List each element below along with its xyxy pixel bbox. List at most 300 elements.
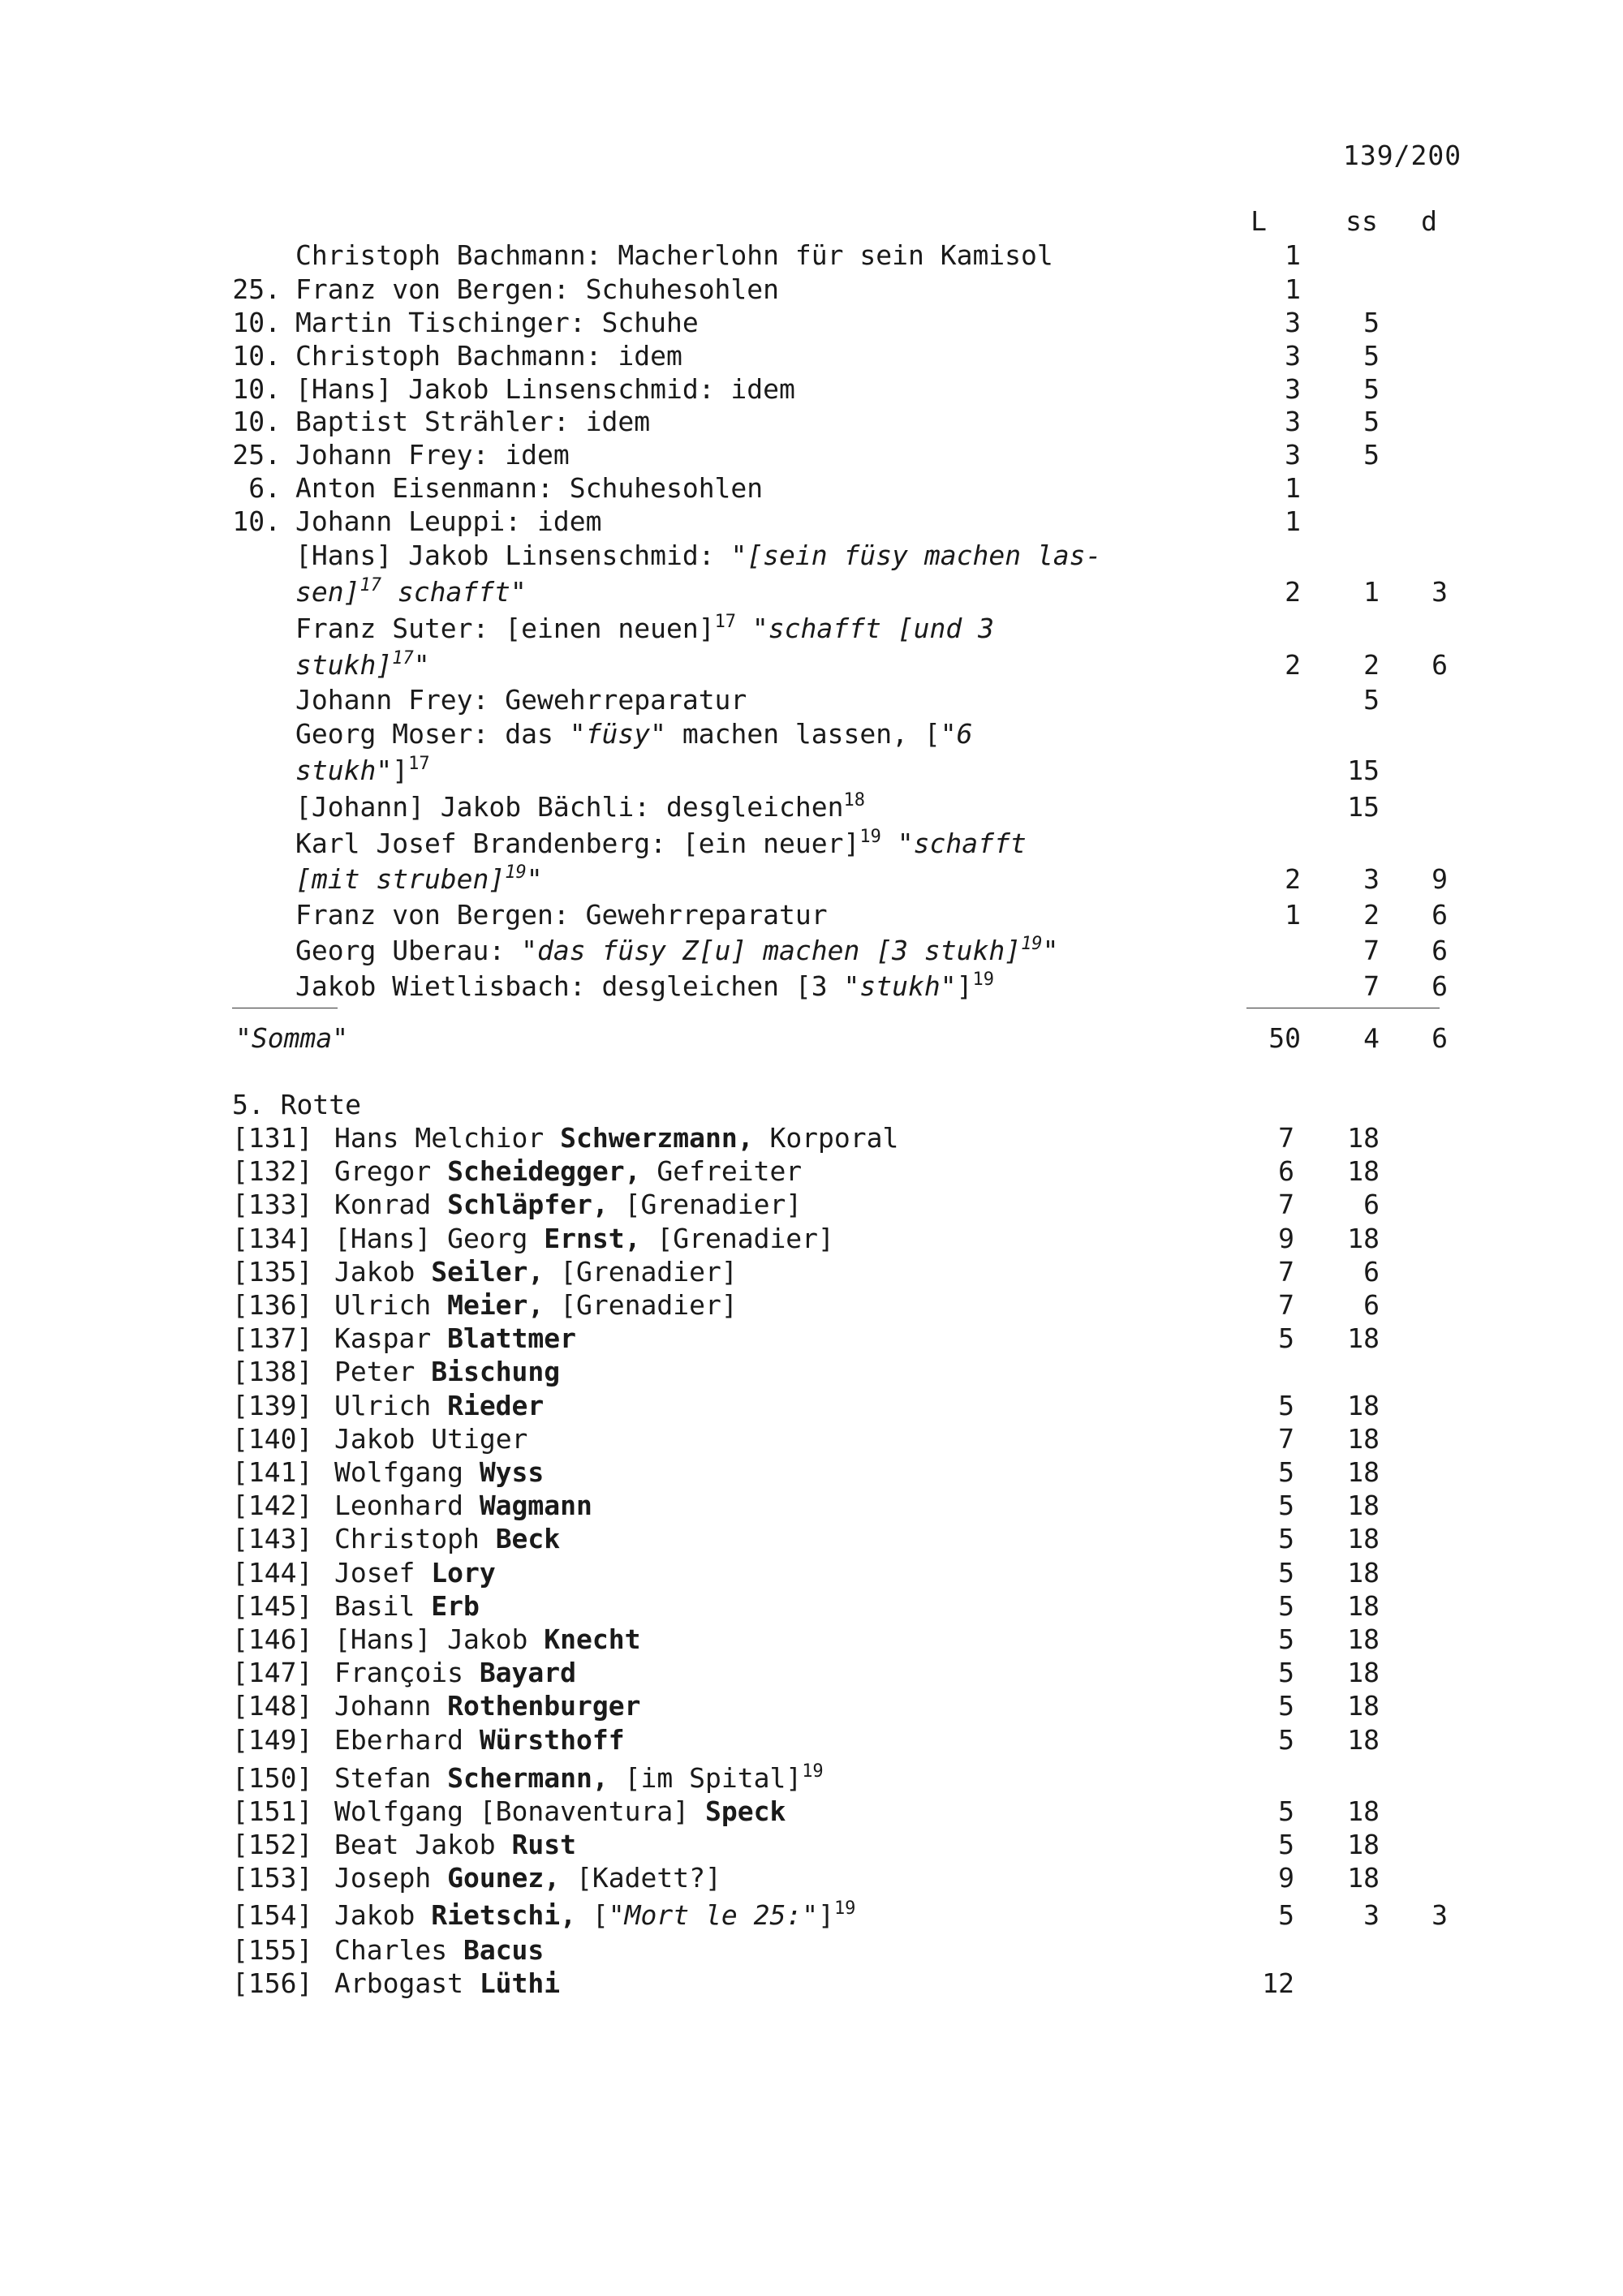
- roster-id: [155]: [232, 1934, 313, 1966]
- footnote-ref: 19: [833, 1898, 856, 1919]
- roster-l: 5: [1278, 1690, 1294, 1722]
- first-name: Ulrich: [334, 1390, 448, 1421]
- entry-text-part: ]: [392, 755, 409, 786]
- roster-ss: 18: [1347, 1557, 1380, 1589]
- last-name: Lory: [431, 1557, 496, 1589]
- roster-ss: 18: [1347, 1423, 1380, 1455]
- roster-l: 5: [1278, 1322, 1294, 1354]
- roster-row: [0, 1456, 1623, 1490]
- entry-d: 9: [1431, 863, 1448, 895]
- roster-id: [135]: [232, 1256, 313, 1288]
- entry-l: 1: [1285, 239, 1301, 271]
- roster-id: [142]: [232, 1490, 313, 1521]
- column-header-l: L: [1251, 205, 1267, 237]
- roster-name: [334, 1289, 738, 1321]
- entry-l: 1: [1285, 505, 1301, 537]
- entry-text-part: Christoph Bachmann: Macherlohn für sein Kamisol: [295, 239, 1053, 271]
- quoted-note: "Mort le 25:": [608, 1899, 819, 1931]
- entry-text: [295, 273, 779, 305]
- roster-id: [131]: [232, 1122, 313, 1154]
- entry-text-part: Baptist Strähler: idem: [295, 406, 651, 437]
- last-name: Schwerzmann,: [560, 1122, 754, 1154]
- rank-note: [Grenadier]: [544, 1289, 738, 1321]
- footnote-ref: 18: [843, 789, 866, 810]
- roster-l: 5: [1278, 1490, 1294, 1521]
- roster-id: [137]: [232, 1322, 313, 1354]
- footnote-ref: 19: [972, 969, 994, 990]
- roster-id: [156]: [232, 1967, 313, 1999]
- roster-row: [0, 1557, 1623, 1590]
- entry-d: 6: [1431, 899, 1448, 931]
- footnote-ref: 17: [714, 611, 737, 632]
- last-name: Knecht: [544, 1623, 641, 1655]
- last-name: Gounez,: [447, 1862, 561, 1894]
- roster-name: [334, 1322, 576, 1354]
- rank-note: Gefreiter: [640, 1155, 803, 1187]
- entry-text: [295, 791, 865, 823]
- entry-text: [295, 684, 747, 716]
- entry-text-part: Franz von Bergen: Gewehrreparatur: [295, 899, 828, 931]
- quoted-text: "stukh": [843, 970, 957, 1002]
- last-name: Erb: [431, 1590, 480, 1622]
- last-name: Rust: [511, 1829, 577, 1860]
- first-name: Eberhard: [334, 1724, 480, 1756]
- roster-ss: 6: [1363, 1256, 1380, 1288]
- entry-text: [295, 863, 543, 895]
- roster-id: [148]: [232, 1690, 313, 1722]
- entry-row: [0, 791, 1623, 824]
- footnote-ref: 19: [802, 1761, 824, 1782]
- roster-ss: 3: [1363, 1899, 1380, 1931]
- roster-l: 5: [1278, 1829, 1294, 1860]
- roster-name: [334, 1223, 834, 1254]
- entry-ss: 5: [1363, 340, 1380, 372]
- roster-row: [0, 1623, 1623, 1657]
- entry-l: 1: [1285, 472, 1301, 504]
- rank-note: [Grenadier]: [544, 1256, 738, 1288]
- entry-text-part: Johann Frey: idem: [295, 439, 570, 471]
- roster-id: [133]: [232, 1189, 313, 1220]
- roster-id: [138]: [232, 1356, 313, 1387]
- roster-l: 5: [1278, 1795, 1294, 1827]
- entry-row: [0, 718, 1623, 751]
- first-name: Jakob: [334, 1256, 432, 1288]
- first-name: Kaspar: [334, 1322, 448, 1354]
- total-row: [0, 1022, 1623, 1056]
- entry-row: [0, 828, 1623, 861]
- entry-text-part: [Hans] Jakob Linsenschmid: idem: [295, 373, 795, 405]
- entry-text: [295, 540, 1101, 571]
- rank-note: [Grenadier]: [608, 1189, 803, 1220]
- roster-ss: 18: [1347, 1322, 1380, 1354]
- entry-ss: 2: [1363, 649, 1380, 681]
- roster-name: [334, 1899, 855, 1931]
- roster-row: [0, 1590, 1623, 1623]
- roster-name: [334, 1155, 802, 1187]
- roster-ss: 18: [1347, 1724, 1380, 1756]
- entry-text: [295, 239, 1053, 271]
- entry-ss: 15: [1347, 755, 1380, 786]
- roster-id: [150]: [232, 1762, 313, 1794]
- entry-ss: 2: [1363, 899, 1380, 931]
- entry-l: 2: [1285, 649, 1301, 681]
- last-name: Rothenburger: [447, 1690, 641, 1722]
- entry-l: 3: [1285, 406, 1301, 437]
- roster-ss: 18: [1347, 1690, 1380, 1722]
- entry-row: [0, 576, 1623, 609]
- entry-l: 1: [1285, 899, 1301, 931]
- entry-row: [0, 649, 1623, 682]
- roster-row: [0, 1724, 1623, 1757]
- entry-text-part: machen lassen, [: [665, 718, 941, 750]
- entry-text-part: Georg Uberau:: [295, 935, 522, 966]
- entry-l: 3: [1285, 307, 1301, 338]
- roster-id: [143]: [232, 1523, 313, 1554]
- entry-ss: 5: [1363, 373, 1380, 405]
- first-name: Leonhard: [334, 1490, 480, 1521]
- last-name: Schermann,: [447, 1762, 609, 1794]
- last-name: Scheidegger,: [447, 1155, 641, 1187]
- roster-l: 6: [1278, 1155, 1294, 1187]
- roster-l: 7: [1278, 1289, 1294, 1321]
- roster-ss: 18: [1347, 1862, 1380, 1894]
- last-name: Speck: [704, 1795, 786, 1827]
- entry-text: [295, 505, 602, 537]
- roster-name: [334, 1795, 786, 1827]
- entry-row: [0, 899, 1623, 932]
- last-name: Rieder: [447, 1390, 545, 1421]
- first-name: [Hans] Jakob: [334, 1623, 545, 1655]
- entry-text-part: Johann Frey: Gewehrreparatur: [295, 684, 747, 716]
- roster-ss: 18: [1347, 1490, 1380, 1521]
- roster-name: [334, 1590, 480, 1622]
- roster-name: [334, 1967, 560, 1999]
- roster-row: [0, 1934, 1623, 1967]
- rank-note: [: [576, 1899, 609, 1931]
- roster-row: [0, 1762, 1623, 1795]
- last-name: Rietschi,: [431, 1899, 577, 1931]
- roster-name: [334, 1862, 721, 1894]
- roster-l: 5: [1278, 1590, 1294, 1622]
- total-l: 50: [1268, 1022, 1301, 1054]
- last-name: Beck: [495, 1523, 561, 1554]
- roster-id: [134]: [232, 1223, 313, 1254]
- entry-ss: 5: [1363, 307, 1380, 338]
- roster-name: [334, 1356, 560, 1387]
- entry-d: 6: [1431, 935, 1448, 966]
- entry-d: 6: [1431, 970, 1448, 1002]
- entry-day: 25.: [232, 273, 281, 305]
- entry-row: [0, 613, 1623, 646]
- rank-note: Korporal: [753, 1122, 899, 1154]
- roster-ss: 18: [1347, 1390, 1380, 1421]
- entry-text: [295, 970, 994, 1002]
- last-name: Seiler,: [431, 1256, 545, 1288]
- roster-name: [334, 1490, 592, 1521]
- rank-note: [Kadett?]: [560, 1862, 721, 1894]
- roster-l: 5: [1278, 1557, 1294, 1589]
- last-name: Ernst,: [544, 1223, 641, 1254]
- roster-row: [0, 1967, 1623, 2001]
- roster-name: [334, 1456, 544, 1488]
- quoted-text: ": [413, 649, 430, 681]
- first-name: Stefan: [334, 1762, 448, 1794]
- entry-text: [295, 439, 570, 471]
- entry-ss: 15: [1347, 791, 1380, 823]
- entry-text: [295, 935, 1058, 966]
- first-name: Arbogast: [334, 1967, 480, 1999]
- entry-l: 3: [1285, 439, 1301, 471]
- entry-row: [0, 863, 1623, 896]
- entry-text-part: [Hans] Jakob Linsenschmid:: [295, 540, 731, 571]
- entry-text-part: [Johann] Jakob Bächli: desgleichen: [295, 791, 844, 823]
- roster-name: [334, 1623, 641, 1655]
- entry-text-part: Anton Eisenmann: Schuhesohlen: [295, 472, 764, 504]
- entry-text-part: Martin Tischinger: Schuhe: [295, 307, 699, 338]
- quoted-text: "schafft: [880, 828, 1027, 859]
- roster-name: [334, 1762, 824, 1794]
- roster-row: [0, 1289, 1623, 1322]
- roster-ss: 18: [1347, 1829, 1380, 1860]
- roster-ss: 18: [1347, 1523, 1380, 1554]
- entry-text-part: Karl Josef Brandenberg: [ein neuer]: [295, 828, 860, 859]
- entry-l: 3: [1285, 340, 1301, 372]
- roster-name: [334, 1523, 560, 1554]
- roster-ss: 18: [1347, 1155, 1380, 1187]
- roster-row: [0, 1356, 1623, 1389]
- roster-name: [334, 1690, 641, 1722]
- entry-text: [295, 828, 1027, 859]
- roster-id: [149]: [232, 1724, 313, 1756]
- quoted-text: "füsy": [569, 718, 666, 750]
- total-label: "Somma": [235, 1022, 349, 1054]
- roster-row: [0, 1390, 1623, 1423]
- roster-l: 12: [1262, 1967, 1294, 1999]
- roster-name: [334, 1934, 544, 1966]
- first-name: Gregor: [334, 1155, 448, 1187]
- entry-text: [295, 755, 430, 786]
- entry-day: 10.: [232, 406, 281, 437]
- entry-day: 10.: [232, 373, 281, 405]
- entry-text: [295, 373, 795, 405]
- last-name: Schläpfer,: [447, 1189, 609, 1220]
- roster-l: 5: [1278, 1724, 1294, 1756]
- roster-row: [0, 1423, 1623, 1456]
- roster-l: 5: [1278, 1390, 1294, 1421]
- roster-row: [0, 1155, 1623, 1189]
- footnote-ref: 19: [859, 826, 881, 847]
- rank-note: Utiger: [431, 1423, 528, 1455]
- roster-ss: 18: [1347, 1456, 1380, 1488]
- entry-row: [0, 406, 1623, 439]
- roster-ss: 18: [1347, 1795, 1380, 1827]
- first-name: Johann: [334, 1690, 448, 1722]
- rank-note: [im Spital]: [608, 1762, 803, 1794]
- quoted-text: schafft": [381, 576, 527, 608]
- roster-l: 5: [1278, 1623, 1294, 1655]
- roster-id: [145]: [232, 1590, 313, 1622]
- roster-name: [334, 1122, 898, 1154]
- roster-name: [334, 1189, 802, 1220]
- roster-l: 7: [1278, 1189, 1294, 1220]
- entry-text-part: Georg Moser: das: [295, 718, 570, 750]
- last-name: Bacus: [463, 1934, 545, 1966]
- quoted-text: "das füsy Z[u] machen [3 stukh]: [521, 935, 1022, 966]
- page-number: 139/200: [1343, 140, 1462, 171]
- entry-text: [295, 613, 994, 644]
- first-name: Josef: [334, 1557, 432, 1589]
- quoted-text: [mit struben]: [295, 863, 506, 895]
- roster-ss: 6: [1363, 1189, 1380, 1220]
- entry-row: [0, 439, 1623, 472]
- entry-text-part: Franz von Bergen: Schuhesohlen: [295, 273, 780, 305]
- entry-l: 3: [1285, 373, 1301, 405]
- first-name: Basil: [334, 1590, 432, 1622]
- entry-row: [0, 307, 1623, 340]
- total-ss: 4: [1363, 1022, 1380, 1054]
- quoted-text: stukh": [295, 755, 393, 786]
- first-name: Joseph: [334, 1862, 448, 1894]
- last-name: Würsthoff: [479, 1724, 625, 1756]
- entry-text: [295, 649, 430, 681]
- roster-ss: 18: [1347, 1590, 1380, 1622]
- quoted-text: stukh]: [295, 649, 393, 681]
- entry-ss: 5: [1363, 684, 1380, 716]
- entry-ss: 3: [1363, 863, 1380, 895]
- entry-row: [0, 755, 1623, 788]
- entry-d: 6: [1431, 649, 1448, 681]
- first-name: Jakob: [334, 1899, 432, 1931]
- entry-row: [0, 239, 1623, 273]
- entry-day: 10.: [232, 340, 281, 372]
- entry-day: 25.: [232, 439, 281, 471]
- roster-name: [334, 1724, 625, 1756]
- roster-l: 7: [1278, 1122, 1294, 1154]
- entry-row: [0, 340, 1623, 373]
- roster-l: 9: [1278, 1223, 1294, 1254]
- entry-row: [0, 273, 1623, 307]
- roster-name: [334, 1657, 576, 1688]
- entry-ss: 1: [1363, 576, 1380, 608]
- first-name: Wolfgang: [334, 1456, 480, 1488]
- entry-text-part: ]: [956, 970, 973, 1002]
- roster-name: [334, 1390, 544, 1421]
- roster-row: [0, 1122, 1623, 1155]
- roster-id: [147]: [232, 1657, 313, 1688]
- entry-text: [295, 718, 973, 750]
- quoted-text: sen]: [295, 576, 360, 608]
- roster-id: [140]: [232, 1423, 313, 1455]
- quoted-text: "schafft [und 3: [736, 613, 994, 644]
- entry-text: [295, 576, 527, 608]
- entry-text: [295, 472, 763, 504]
- roster-row: [0, 1795, 1623, 1829]
- footnote-ref: 17: [392, 647, 414, 669]
- first-name: Jakob: [334, 1423, 432, 1455]
- roster-l: 7: [1278, 1423, 1294, 1455]
- roster-id: [146]: [232, 1623, 313, 1655]
- roster-row: [0, 1657, 1623, 1690]
- last-name: Blattmer: [447, 1322, 577, 1354]
- entry-text: [295, 340, 682, 372]
- roster-row: [0, 1829, 1623, 1862]
- first-name: Peter: [334, 1356, 432, 1387]
- entry-ss: 7: [1363, 970, 1380, 1002]
- last-name: Meier,: [447, 1289, 545, 1321]
- roster-id: [141]: [232, 1456, 313, 1488]
- entry-row: [0, 935, 1623, 968]
- first-name: François: [334, 1657, 480, 1688]
- first-name: Wolfgang [Bonaventura]: [334, 1795, 705, 1827]
- roster-l: 9: [1278, 1862, 1294, 1894]
- roster-row: [0, 1256, 1623, 1289]
- roster-id: [154]: [232, 1899, 313, 1931]
- quoted-text: ": [1042, 935, 1059, 966]
- roster-row: [0, 1690, 1623, 1723]
- roster-row: [0, 1862, 1623, 1895]
- entry-row: [0, 684, 1623, 717]
- column-header-ss: ss: [1345, 205, 1378, 237]
- entry-row: [0, 505, 1623, 539]
- roster-l: 5: [1278, 1899, 1294, 1931]
- entry-text-part: Franz Suter: [einen neuen]: [295, 613, 715, 644]
- roster-name: [334, 1829, 576, 1860]
- footnote-ref: 17: [408, 753, 430, 774]
- roster-l: 5: [1278, 1523, 1294, 1554]
- first-name: [Hans] Georg: [334, 1223, 545, 1254]
- entry-l: 2: [1285, 863, 1301, 895]
- roster-row: [0, 1322, 1623, 1356]
- roster-name: [334, 1423, 527, 1455]
- entry-text-part: Christoph Bachmann: idem: [295, 340, 682, 372]
- roster-id: [139]: [232, 1390, 313, 1421]
- first-name: Beat Jakob: [334, 1829, 512, 1860]
- column-header-d: d: [1421, 205, 1437, 237]
- quoted-text: ": [526, 863, 543, 895]
- entry-row: [0, 540, 1623, 573]
- roster-id: [132]: [232, 1155, 313, 1187]
- total-d: 6: [1431, 1022, 1448, 1054]
- entry-text: [295, 307, 699, 338]
- roster-id: [136]: [232, 1289, 313, 1321]
- entry-day: 6.: [248, 472, 281, 504]
- roster-row: [0, 1523, 1623, 1556]
- first-name: Hans Melchior: [334, 1122, 561, 1154]
- quoted-text: "[sein füsy machen las-: [730, 540, 1102, 571]
- roster-name: [334, 1557, 496, 1589]
- first-name: Konrad: [334, 1189, 448, 1220]
- entry-text-part: Johann Leuppi: idem: [295, 505, 602, 537]
- roster-l: 5: [1278, 1456, 1294, 1488]
- entry-text: [295, 406, 650, 437]
- footnote-ref: 19: [1021, 933, 1043, 954]
- rank-note-end: ]: [818, 1899, 834, 1931]
- entry-row: [0, 373, 1623, 406]
- roster-id: [151]: [232, 1795, 313, 1827]
- first-name: Charles: [334, 1934, 463, 1966]
- roster-ss: 6: [1363, 1289, 1380, 1321]
- last-name: Bayard: [479, 1657, 577, 1688]
- footnote-ref: 19: [505, 862, 527, 883]
- roster-id: [153]: [232, 1862, 313, 1894]
- roster-row: [0, 1223, 1623, 1256]
- entry-l: 1: [1285, 273, 1301, 305]
- first-name: Christoph: [334, 1523, 496, 1554]
- first-name: Ulrich: [334, 1289, 448, 1321]
- quoted-text: "6: [940, 718, 973, 750]
- entry-text: [295, 899, 828, 931]
- entry-text-part: Jakob Wietlisbach: desgleichen [3: [295, 970, 844, 1002]
